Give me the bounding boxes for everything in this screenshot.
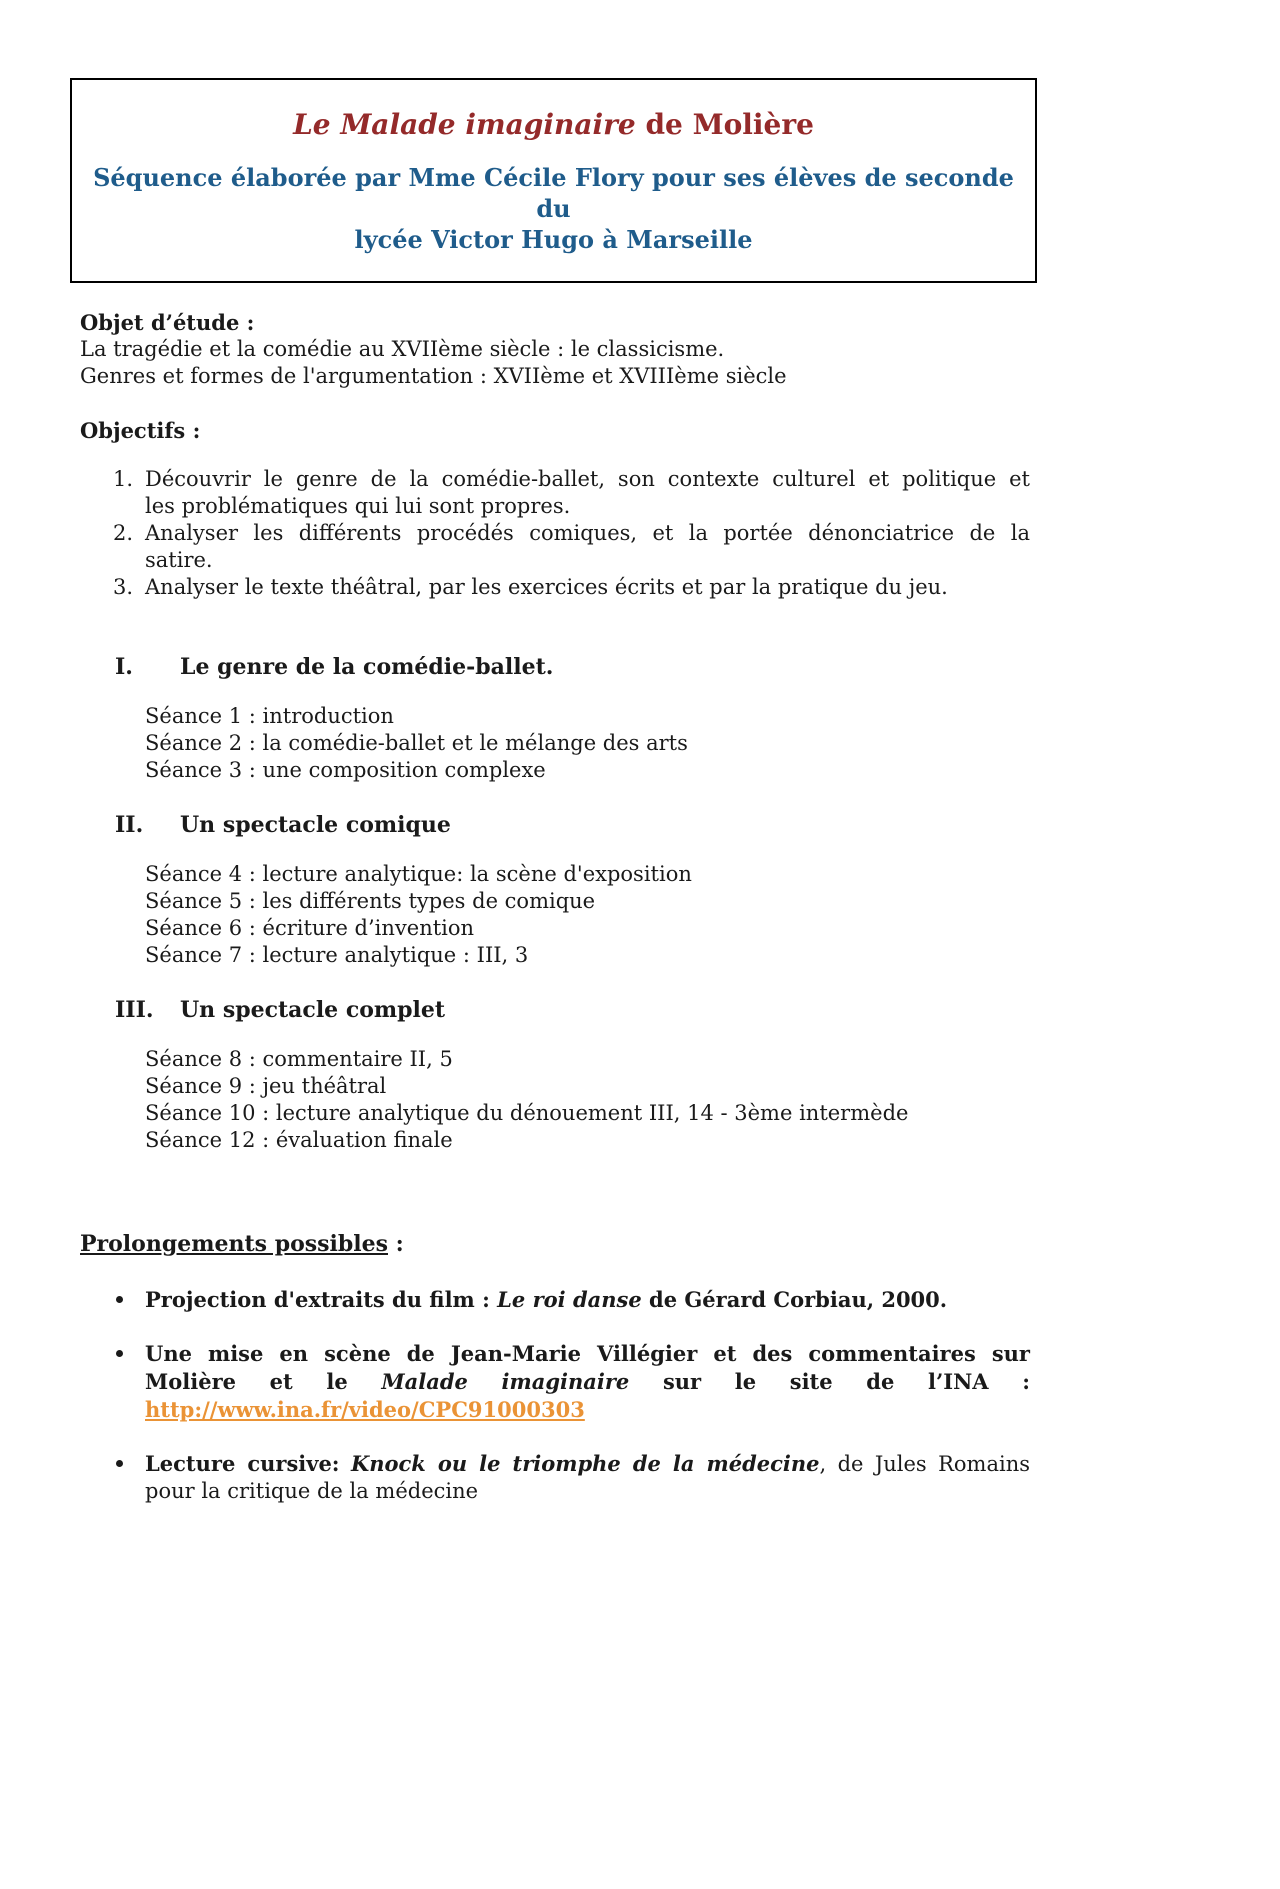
- objet-detude-line: Genres et formes de l'argumentation : XVIIème et XVIIIème siècle: [80, 364, 787, 388]
- seance-line: Séance 2 : la comédie-ballet et le mélange des arts: [145, 731, 688, 755]
- document-subtitle-line: lycée Victor Hugo à Marseille: [354, 225, 753, 254]
- bullet-icon: [116, 1350, 123, 1357]
- bullet-line: [145, 1368, 1030, 1396]
- seance-line: Séance 1 : introduction: [145, 704, 394, 728]
- bullet-text: [145, 1450, 1030, 1505]
- section-title: Le genre de la comédie-ballet.: [180, 654, 554, 680]
- objectif-number: 3.: [113, 575, 134, 599]
- document-page: [0, 78, 1280, 1889]
- text-segment: Une mise en scène de Jean-Marie Villégier et des commentaires sur: [145, 1341, 1030, 1366]
- seance-line: Séance 12 : évaluation finale: [145, 1128, 453, 1152]
- text-segment: , de Jules Romains: [819, 1452, 1030, 1476]
- objectif-line: Analyser les différents procédés comiques, et la portée dénonciatrice de la: [145, 521, 1030, 545]
- text-segment: Molière et le: [145, 1369, 382, 1394]
- seance-line: Séance 9 : jeu théâtral: [145, 1074, 387, 1098]
- document-subtitle-line: Séquence élaborée par Mme Cécile Flory pour ses élèves de seconde du: [93, 163, 1014, 223]
- text-segment: sur le site de l’INA :: [629, 1369, 1030, 1394]
- objectif-text: [145, 520, 1030, 574]
- prolongements-heading: [80, 1230, 1030, 1258]
- bullet-icon: [116, 1296, 123, 1303]
- objectifs-list: [80, 466, 1030, 601]
- text-segment: [340, 1452, 351, 1476]
- text-segment: de Gérard Corbiau, 2000.: [641, 1287, 948, 1312]
- bullet-line: [145, 1478, 1030, 1505]
- objectif-number: 1.: [113, 467, 134, 491]
- bullet-text: [145, 1286, 1030, 1314]
- objectif-line: Analyser le texte théâtral, par les exercices écrits et par la pratique du jeu.: [145, 575, 948, 599]
- objectif-number: 2.: [113, 521, 134, 545]
- objectif-text: [145, 466, 1030, 520]
- prolongements-list: [80, 1286, 1030, 1505]
- text-segment: pour la critique de la médecine: [145, 1479, 479, 1503]
- seance-list: [80, 1046, 1030, 1154]
- seance-line: Séance 10 : lecture analytique du dénouement III, 14 - 3ème intermède: [145, 1101, 909, 1125]
- text-segment: Lecture cursive:: [145, 1451, 340, 1476]
- section-numeral: II.: [115, 812, 144, 838]
- text-segment: Malade imaginaire: [381, 1369, 630, 1394]
- seance-line: Séance 7 : lecture analytique : III, 3: [145, 943, 529, 967]
- bullet-line: [145, 1340, 1030, 1368]
- section-heading: [80, 996, 1030, 1024]
- bullet-item: [80, 1450, 1030, 1505]
- ina-link[interactable]: http://www.ina.fr/video/CPC91000303: [145, 1397, 585, 1422]
- prolongements-heading-text: Prolongements possibles: [80, 1231, 388, 1257]
- objectif-item: [80, 520, 1030, 574]
- objectif-line: satire.: [145, 548, 213, 572]
- bullet-item: [80, 1340, 1030, 1424]
- bullet-item: [80, 1286, 1030, 1314]
- bullet-line: [145, 1450, 1030, 1478]
- section-heading: [80, 811, 1030, 839]
- seance-line: Séance 3 : une composition complexe: [145, 758, 546, 782]
- text-segment: Knock ou le triomphe de la médecine: [350, 1451, 820, 1476]
- document-body: [80, 309, 1030, 1505]
- seance-line: Séance 4 : lecture analytique: la scène d'exposition: [145, 862, 692, 886]
- objet-detude-heading: Objet d’étude :: [80, 310, 255, 335]
- section-numeral: I.: [115, 654, 133, 680]
- seance-list: [80, 703, 1030, 784]
- objectifs-heading: Objectifs :: [80, 418, 201, 443]
- bullet-text: [145, 1340, 1030, 1424]
- objectif-line: Découvrir le genre de la comédie-ballet, son contexte culturel et politique et: [145, 467, 1030, 491]
- objet-detude-line: La tragédie et la comédie au XVIIème siècle : le classicisme.: [80, 337, 725, 361]
- text-segment: Projection d'extraits du film :: [145, 1287, 498, 1312]
- section-title: Un spectacle complet: [180, 997, 446, 1023]
- seance-list: [80, 861, 1030, 969]
- text-segment: Le roi danse: [497, 1287, 642, 1312]
- prolongements-heading-colon: :: [388, 1231, 404, 1257]
- section-heading: [80, 653, 1030, 681]
- seance-line: Séance 6 : écriture d’invention: [145, 916, 475, 940]
- bullet-icon: [116, 1460, 123, 1467]
- document-subtitle: [84, 162, 1023, 255]
- sections: [80, 653, 1030, 1154]
- objectif-text: [145, 574, 1030, 601]
- title-box: [70, 78, 1037, 283]
- section-numeral: III.: [115, 997, 154, 1023]
- document-title-rest: de Molière: [635, 108, 814, 141]
- document-title: [84, 108, 1023, 142]
- objectif-item: [80, 574, 1030, 601]
- document-title-italic: Le Malade imaginaire: [293, 108, 636, 141]
- bullet-line: [145, 1396, 1030, 1424]
- objectif-item: [80, 466, 1030, 520]
- bullet-line: [145, 1286, 1030, 1314]
- seance-line: Séance 5 : les différents types de comique: [145, 889, 596, 913]
- seance-line: Séance 8 : commentaire II, 5: [145, 1047, 453, 1071]
- section-title: Un spectacle comique: [180, 812, 451, 838]
- objectif-line: les problématiques qui lui sont propres.: [145, 494, 571, 518]
